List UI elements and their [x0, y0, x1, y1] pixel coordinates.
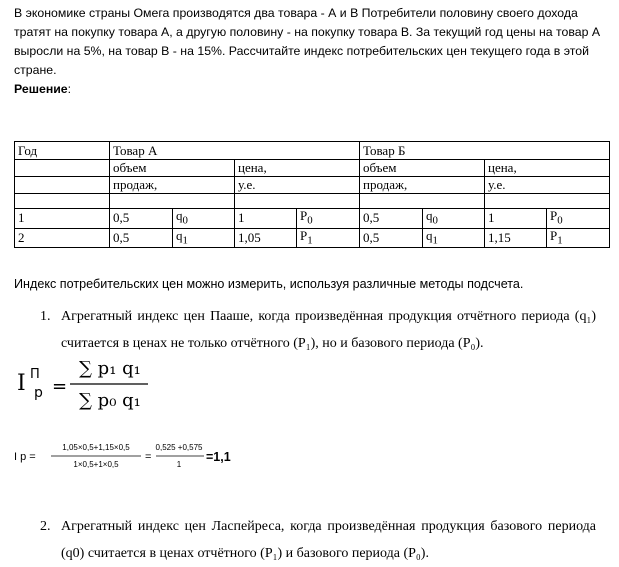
formula-numerator: ∑ p₁ q₁ [79, 358, 141, 379]
list-number: 1. [40, 309, 51, 324]
period-subscript: 1 [182, 234, 188, 247]
price-symbol: P [550, 227, 558, 243]
qty-a-symbol [173, 228, 235, 248]
empty-cell [235, 194, 360, 209]
year-header: Год [15, 142, 110, 160]
good-b-volume-label: объем [360, 160, 485, 177]
good-a-volume-label: объем [110, 160, 235, 177]
table-subheader-row-2 [15, 177, 610, 194]
qty-b-symbol [423, 228, 485, 248]
good-a-price-label: цена, [235, 160, 360, 177]
formula-equals: = [52, 376, 68, 397]
price-table [14, 141, 610, 248]
empty-cell [15, 194, 110, 209]
table-spacer-row [15, 194, 610, 209]
period-subscript: 0 [182, 214, 188, 227]
period-subscript: 0 [557, 214, 563, 227]
price-a-symbol [297, 209, 360, 229]
calc-result: =1,1 [206, 450, 231, 464]
good-b-header: Товар Б [360, 142, 610, 160]
qty-a-symbol [173, 209, 235, 229]
price-a-cell: 1 [235, 209, 297, 229]
good-b-sales-label: продаж, [360, 177, 485, 194]
table-subheader-row [15, 160, 610, 177]
formula-symbol: I [17, 371, 26, 396]
ipc-calculation [14, 439, 314, 473]
good-a-header: Товар А [110, 142, 360, 160]
good-b-price-label: цена, [485, 160, 610, 177]
methods-intro: Индекс потребительских цен можно измерить, используя различные методы подсчета. [14, 277, 524, 291]
year-cell: 1 [15, 209, 110, 229]
price-b-symbol [547, 209, 610, 229]
qty-a-cell: 0,5 [110, 209, 173, 229]
price-symbol: P [550, 208, 558, 223]
list-item-laspeyres [40, 513, 596, 567]
empty-cell [485, 194, 610, 209]
qty-b-cell: 0,5 [360, 228, 423, 248]
empty-cell [110, 194, 235, 209]
table-row [15, 209, 610, 229]
calc-lhs: I р = [14, 451, 36, 463]
table-header-row [15, 142, 610, 160]
list-item-paasche [40, 303, 596, 357]
price-b-cell: 1,15 [485, 228, 547, 248]
qty-symbol: q [426, 227, 433, 243]
list-number: 2. [40, 519, 51, 534]
qty-symbol: q [426, 208, 433, 223]
problem-statement: В экономике страны Омега производятся два товара - А и В Потребители половину своего дохода тратят на покупку товара А, а другую половину - на покупку товара В. За текущий год цены на товар А выросли на 5%, на товар В - на 15%. Рассчитайте индекс потребительских цен текущего года в этой стране. [14, 6, 601, 77]
list-item-text: Агрегатный индекс цен Пааше, когда произведённая продукция отчётного периода (q₁) считается в ценах не только отчётного (P₁), но и базового периода (P₀). [61, 309, 596, 351]
good-a-sales-label: продаж, [110, 177, 235, 194]
qty-symbol: q [176, 208, 183, 223]
qty-symbol: q [176, 227, 183, 243]
qty-b-cell: 0,5 [360, 209, 423, 229]
good-b-currency-label: у.е. [485, 177, 610, 194]
period-subscript: 1 [307, 234, 313, 247]
calc-denominator-2: 1 [176, 460, 182, 469]
period-subscript: 1 [557, 234, 563, 247]
period-subscript: 0 [432, 214, 438, 227]
list-item-text: Агрегатный индекс цен Ласпейреса, когда произведённая продукция базового периода (q0) считается в ценах отчётного (P₁) и базового периода (P₀). [61, 519, 596, 561]
good-a-currency-label: у.е. [235, 177, 360, 194]
paasche-formula [14, 352, 164, 418]
formula-subscript: р [34, 385, 43, 401]
table-row [15, 228, 610, 248]
solution-colon: : [67, 82, 72, 96]
calc-numerator-2: 0,525 +0,575 [155, 443, 203, 452]
solution-label: Решение [14, 82, 68, 96]
year-cell: 2 [15, 228, 110, 248]
qty-b-symbol [423, 209, 485, 229]
price-a-symbol [297, 228, 360, 248]
period-subscript: 1 [432, 234, 438, 247]
price-a-cell: 1,05 [235, 228, 297, 248]
empty-cell [15, 160, 110, 177]
price-symbol: P [300, 208, 308, 223]
price-symbol: P [300, 227, 308, 243]
calc-denominator-1: 1×0,5+1×0,5 [73, 460, 119, 469]
formula-denominator: ∑ p₀ q₁ [79, 390, 141, 411]
formula-superscript: П [30, 367, 40, 382]
calc-equals: = [145, 451, 152, 463]
qty-a-cell: 0,5 [110, 228, 173, 248]
empty-cell [15, 177, 110, 194]
price-b-cell: 1 [485, 209, 547, 229]
calc-numerator-1: 1,05×0,5+1,15×0,5 [62, 443, 130, 452]
price-b-symbol [547, 228, 610, 248]
period-subscript: 0 [307, 214, 313, 227]
empty-cell [360, 194, 485, 209]
solution-heading [14, 82, 71, 96]
